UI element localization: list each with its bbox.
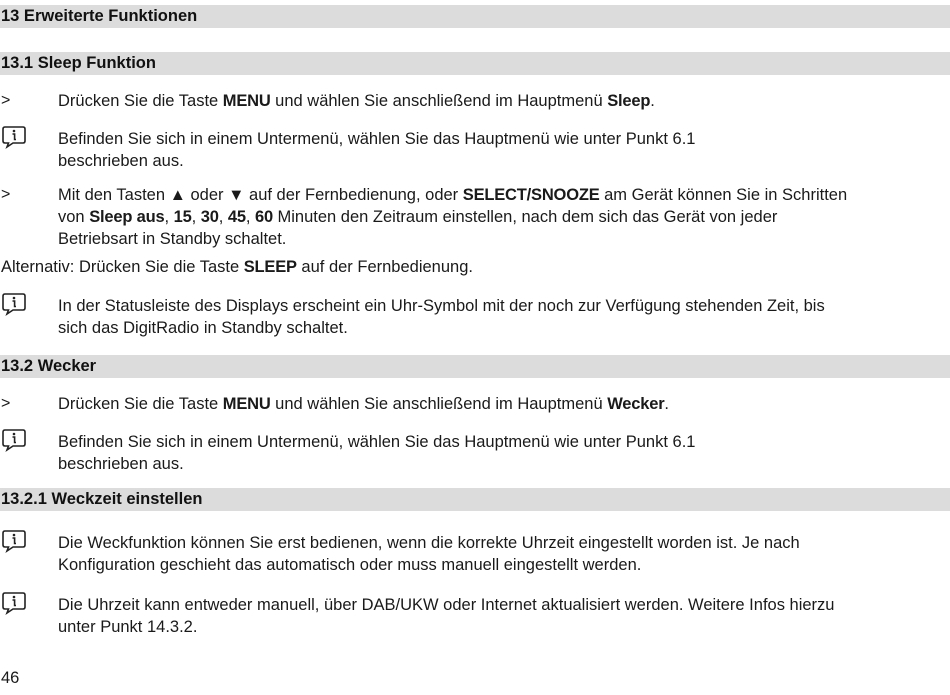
alarm-info-note-1-text [58, 431, 948, 475]
key-menu: MENU [222, 92, 271, 110]
info-icon [1, 528, 31, 554]
sleep-step-2-text [58, 184, 948, 250]
arrow-marker: > [1, 186, 11, 203]
alarm-time-info-note-2 [0, 594, 950, 640]
sleep-step-2 [0, 184, 950, 250]
alarm-info-note-1 [0, 431, 950, 477]
text-run: , [245, 208, 255, 226]
info-icon [1, 590, 31, 616]
text-line: Die Weckfunktion können Sie erst bedienen, wenn die korrekte Uhrzeit eingestellt worden ist. Je nach [58, 534, 800, 552]
info-icon [1, 291, 31, 317]
text-line: beschrieben aus. [58, 152, 184, 170]
sleep-step-1-text [58, 90, 948, 112]
sleep-info-note-2 [0, 295, 950, 341]
text-line: Betriebsart in Standby schaltet. [58, 230, 287, 248]
option-15: 15 [173, 208, 192, 226]
text-line: Konfiguration geschieht das automatisch oder muss manuell eingestellt werden. [58, 556, 642, 574]
sleep-alternative [0, 256, 950, 280]
text-run: Minuten den Zeitraum einstellen, nach dem sich das Gerät von jeder [272, 208, 778, 226]
text-run: . [664, 395, 670, 413]
info-icon [1, 124, 31, 150]
text-run: Drücken Sie die Taste [58, 395, 223, 413]
text-line: In der Statusleiste des Displays erscheint ein Uhr-Symbol mit der noch zur Verfügung stehenden Zeit, bis [58, 297, 825, 315]
option-sleep-off: Sleep aus [89, 208, 165, 226]
text-line: unter Punkt 14.3.2. [58, 618, 198, 636]
option-60: 60 [254, 208, 273, 226]
section-heading-13-1: 13.1 Sleep Funktion [0, 52, 950, 75]
alarm-time-info-note-1 [0, 532, 950, 578]
text-run: auf der Fernbedienung. [296, 258, 473, 276]
text-run: Mit den Tasten ▲ oder ▼ auf der Fernbedienung, oder [58, 186, 463, 204]
sleep-info-note-1 [0, 128, 950, 174]
sleep-step-1 [0, 90, 950, 114]
arrow-marker: > [1, 92, 11, 109]
alarm-time-info-note-2-text [58, 594, 948, 638]
sleep-alternative-text [1, 256, 948, 278]
key-wecker: Wecker [607, 395, 665, 413]
option-45: 45 [227, 208, 246, 226]
key-menu: MENU [222, 395, 271, 413]
section-heading-13: 13 Erweiterte Funktionen [0, 5, 950, 28]
alarm-step-1 [0, 393, 950, 417]
text-run: und wählen Sie anschließend im Hauptmenü [270, 395, 608, 413]
text-run: . [650, 92, 655, 110]
section-heading-13-2: 13.2 Wecker [0, 355, 950, 378]
sleep-info-note-1-text [58, 128, 948, 172]
section-heading-13-2-1: 13.2.1 Weckzeit einstellen [0, 488, 950, 511]
text-run: , [191, 208, 201, 226]
text-line: beschrieben aus. [58, 455, 184, 473]
text-run: am Gerät können Sie in Schritten [599, 186, 848, 204]
text-line: Befinden Sie sich in einem Untermenü, wählen Sie das Hauptmenü wie unter Punkt 6.1 [58, 130, 696, 148]
sleep-info-note-2-text [58, 295, 948, 339]
key-sleep: Sleep [607, 92, 651, 110]
alarm-step-1-text [58, 393, 948, 415]
alarm-time-info-note-1-text [58, 532, 948, 576]
text-run: Drücken Sie die Taste [58, 92, 223, 110]
arrow-marker: > [1, 395, 11, 412]
info-icon [1, 427, 31, 453]
text-line: Befinden Sie sich in einem Untermenü, wählen Sie das Hauptmenü wie unter Punkt 6.1 [58, 433, 696, 451]
text-run: , [164, 208, 174, 226]
option-30: 30 [200, 208, 219, 226]
key-sleep-remote: SLEEP [243, 258, 297, 276]
text-line: sich das DigitRadio in Standby schaltet. [58, 319, 348, 337]
text-line: Die Uhrzeit kann entweder manuell, über DAB/UKW oder Internet aktualisiert werden. Weitere Infos hierzu [58, 596, 835, 614]
text-run: Alternativ: Drücken Sie die Taste [1, 258, 244, 276]
text-run: und wählen Sie anschließend im Hauptmenü [270, 92, 608, 110]
text-run: , [218, 208, 228, 226]
page-number: 46 [1, 669, 20, 687]
key-select-snooze: SELECT/SNOOZE [462, 186, 600, 204]
text-run: von [58, 208, 90, 226]
